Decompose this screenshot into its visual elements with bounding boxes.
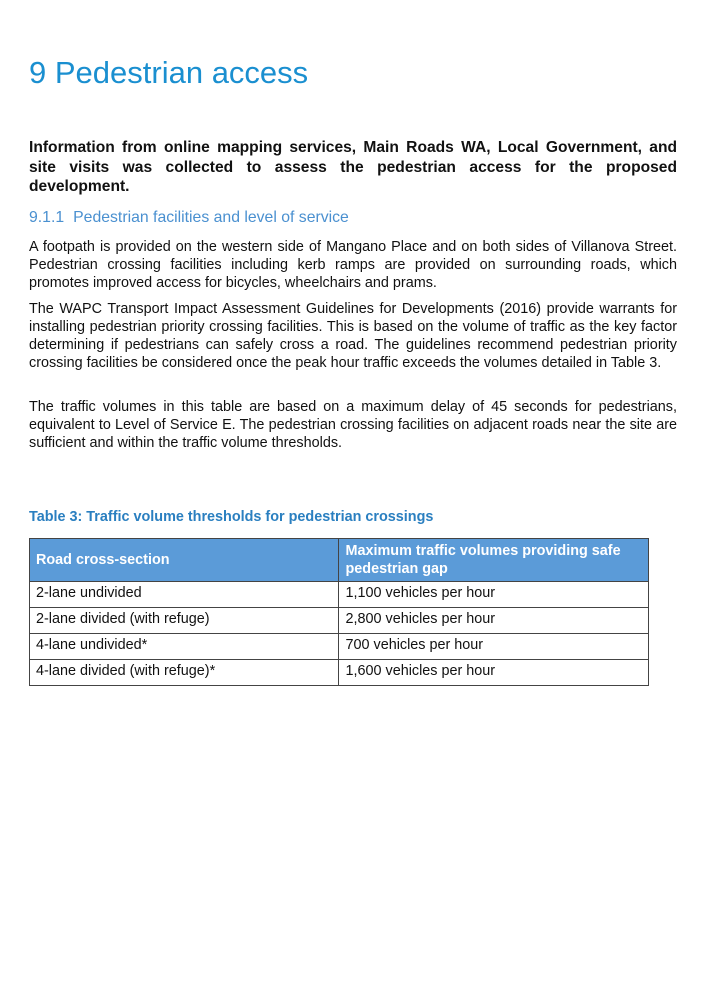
table-cell: 1,600 vehicles per hour — [339, 660, 649, 686]
subsection-number: 9.1.1 — [29, 209, 65, 226]
traffic-threshold-table — [29, 538, 649, 686]
column-header: Road cross-section — [30, 539, 339, 582]
section-number: 9 — [29, 55, 47, 90]
table-cell: 2,800 vehicles per hour — [339, 608, 649, 634]
table-cell: 2-lane divided (with refuge) — [30, 608, 339, 634]
paragraph-footpath: A footpath is provided on the western side of Mangano Place and on both sides of Villanova Street. Pedestrian crossing facilities including kerb ramps are provided on surrounding roads, which promotes improved access for bicycles, wheelchairs and prams. — [29, 239, 677, 291]
table-cell: 4-lane divided (with refuge)* — [30, 660, 339, 686]
table-cell: 1,100 vehicles per hour — [339, 582, 649, 608]
table-row — [30, 634, 649, 660]
table-row — [30, 582, 649, 608]
section-title: Pedestrian access — [54, 55, 309, 90]
section-heading — [29, 55, 308, 91]
table-row — [30, 608, 649, 634]
paragraph-guidelines: The WAPC Transport Impact Assessment Guidelines for Developments (2016) provide warrants for installing pedestrian priority crossing facilities. This is based on the volume of traffic as the key factor determining if pedestrians can safely cross a road. The guidelines recommend pedestrian priority crossing facilities be considered once the peak hour traffic exceeds the volumes detailed in Table 3. — [29, 301, 677, 371]
intro-paragraph: Information from online mapping services, Main Roads WA, Local Government, and site visits was collected to assess the pedestrian access for the proposed development. — [29, 139, 677, 195]
table-row — [30, 660, 649, 686]
subsection-title: Pedestrian facilities and level of service — [73, 209, 349, 226]
table-caption: Table 3: Traffic volume thresholds for pedestrian crossings — [29, 509, 434, 525]
column-header: Maximum traffic volumes providing safe pedestrian gap — [339, 539, 649, 582]
table-cell: 700 vehicles per hour — [339, 634, 649, 660]
table-cell: 2-lane undivided — [30, 582, 339, 608]
table-header-row — [30, 539, 649, 582]
paragraph-traffic-volumes: The traffic volumes in this table are based on a maximum delay of 45 seconds for pedestrians, equivalent to Level of Service E. The pedestrian crossing facilities on adjacent roads near the site are sufficient and within the traffic volume thresholds. — [29, 399, 677, 451]
table-cell: 4-lane undivided* — [30, 634, 339, 660]
subsection-heading — [29, 208, 349, 228]
